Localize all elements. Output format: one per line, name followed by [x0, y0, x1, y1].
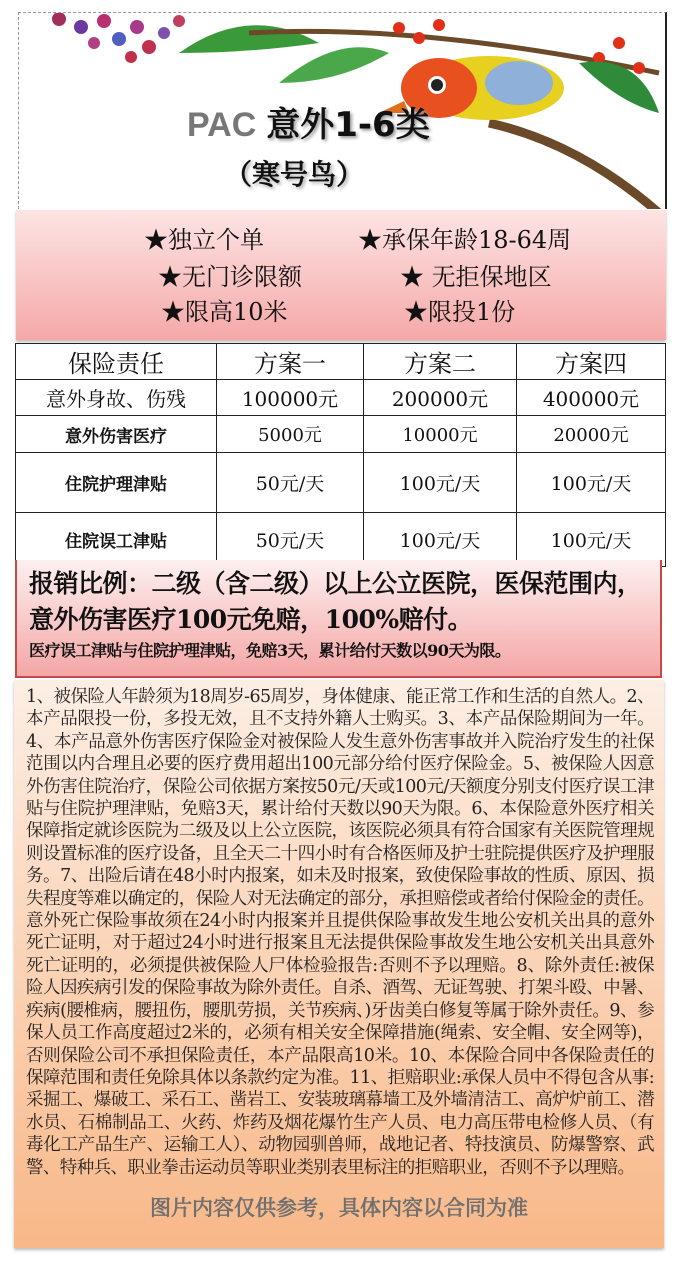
feature-item: ★限高10米	[161, 298, 288, 326]
brand-label: PAC	[187, 106, 257, 144]
berries-cluster	[52, 13, 185, 63]
terms-panel	[14, 680, 664, 1248]
cell: 100元/天	[517, 513, 666, 567]
row-label: 住院护理津贴	[16, 453, 217, 513]
header-cell: 方案一	[217, 344, 364, 380]
cell: 400000元	[517, 380, 666, 416]
table-row	[16, 453, 666, 513]
row-label: 住院误工津贴	[16, 513, 217, 567]
feature-item: ★独立个单	[144, 226, 264, 254]
cell: 50元/天	[217, 453, 364, 513]
coverage-table	[15, 343, 666, 567]
cell: 100000元	[217, 380, 364, 416]
feature-item: ★无门诊限额	[158, 263, 302, 291]
table-row	[16, 380, 666, 416]
features-panel	[16, 210, 666, 340]
disclaimer: 图片内容仅供参考，具体内容以合同为准	[150, 1196, 528, 1220]
row-label: 意外伤害医疗	[16, 416, 217, 453]
row-label: 意外身故、伤残	[16, 380, 217, 416]
allowance-note: 医疗误工津贴与住院护理津贴，免赔3天，累计给付天数以90天为限。	[29, 641, 511, 660]
cell: 100元/天	[517, 453, 666, 513]
reimbursement-ratio: 报销比例：二级（含二级）以上公立医院，医保范围内，意外伤害医疗100元免赔，100%赔付。	[29, 569, 642, 634]
table-header-row	[16, 344, 666, 380]
cell: 100元/天	[364, 513, 517, 567]
cell: 10000元	[364, 416, 517, 453]
title-label: 意外1-6类	[266, 105, 430, 145]
product-subtitle: （寒号鸟）	[224, 158, 365, 191]
banner-header	[18, 12, 667, 209]
table-row	[16, 513, 666, 567]
terms-text: 1、被保险人年龄须为18周岁-65周岁，身体健康、能正常工作和生活的自然人。2、本产品限投一份，多投无效，且不支持外籍人士购买。3、本产品保险期间为一年。4、本产品意外伤害医疗保险金对被保险人发生意外伤害事故并入院治疗发生的社保范围以内合理且必要的医疗费用超出100元部分给付医疗保险金。5、被保险人因意外伤害住院治疗，保险公司依据方案按50元/天或100元/天额度分别支付医疗误工津贴与住院护理津贴，免赔3天，累计给付天数以90天为限。6、本保险意外医疗相关保障指定就诊医院为二级及以上公立医院，该医院必须具有符合国家有关医院管理规则设置标准的医疗设备，且全天二十四小时有合格医师及护士驻院提供医疗及护理服务。7、出险后请在48小时内报案，如未及时报案，致使保险事故的性质、原因、损失程度等难以确定的，保险人对无法确定的部分，承担赔偿或者给付保险金的责任。意外死亡保险事故须在24小时内报案并且提供保险事故发生地公安机关出具的意外死亡证明，对于超过24小时进行报案且无法提供保险事故发生地公安机关出具意外死亡证明的，必须提供被保险人尸体检验报告:否则不予以理赔。8、除外责任:被保险人因疾病引发的保险事故为除外责任。自杀、酒驾、无证驾驶、打架斗殴、中暑、疾病(腰椎病，腰扭伤，腰肌劳损，关节疾病、)牙齿美白修复等属于除外责任。9、参保人员工作高度超过2米的，必须有相关安全保障措施(绳索、安全帽、安全网等)，否则保险公司不承担保险责任，本产品限高10米。10、本保险合同中各保险责任的保障范围和责任免除具体以条款约定为准。11、拒赔职业:承保人员中不得包含从事:采掘工、爆破工、采石工、凿岩工、安装玻璃幕墙工及外墙清洁工、高炉炉前工、潜水员、石棉制品工、火药、炸药及烟花爆竹生产人员、电力高压带电检修人员、（有毒化工产品生产、运输工人）、动物园驯兽师，战地记者、特技演员、防爆警察、武警、特种兵、职业拳击运动员等职业类别表里标注的拒赔职业，否则不予以理赔。	[26, 687, 654, 1178]
cell: 100元/天	[364, 453, 517, 513]
feature-item: ★限投1份	[404, 298, 516, 326]
header-cell: 方案四	[517, 344, 666, 380]
header-cell: 方案二	[364, 344, 517, 380]
product-title	[187, 97, 430, 146]
feature-item: ★ 无拒保地区	[400, 263, 552, 291]
cell: 20000元	[517, 416, 666, 453]
feature-item: ★承保年龄18-64周	[358, 226, 572, 254]
reimbursement-panel	[15, 560, 662, 678]
table-row	[16, 416, 666, 453]
cell: 50元/天	[217, 513, 364, 567]
cell: 200000元	[364, 380, 517, 416]
header-cell: 保险责任	[16, 344, 217, 380]
cell: 5000元	[217, 416, 364, 453]
